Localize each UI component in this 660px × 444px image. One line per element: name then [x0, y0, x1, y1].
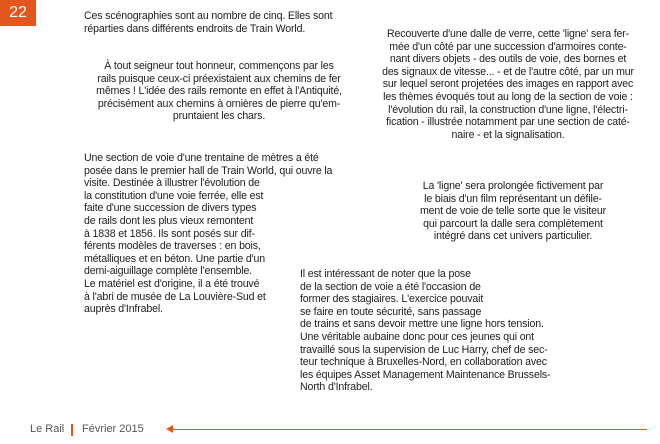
- left-paragraph-intro: Ces scénographies sont au nombre de cinq. Elles sont réparties dans différents endroits de Train World.: [84, 10, 333, 35]
- footer-rule: [172, 429, 647, 430]
- page-number: 22: [0, 0, 36, 26]
- right-paragraph-film: La 'ligne' sera prolongée fictivement par le biais d'un film représentant un défile- ment de voie de telle sorte que le visiteur qui parcourt la dalle sera complètement intégré dans cet univers particulier.: [419, 180, 607, 243]
- left-paragraph-track-section: Une section de voie d'une trentaine de mètres a été posée dans le premier hall de Train World, qui ouvre la visite. Destinée à illustrer l'évolution de la constitution d'une voie ferrée, elle est faite d'une succession de divers types de rails dont les plus vieux remontent à 1838 et 1856. Ils sont posés sur dif- férents modèles de traverses : en bois, métalliques et en béton. Une partie d'un demi-aiguillage complète l'ensemble. Le matériel est d'origine, il a été trouvé à l'abri de musée de La Louvière-Sud et auprès d'Infrabel.: [84, 152, 333, 316]
- magazine-name: Le Rail: [30, 423, 65, 435]
- left-paragraph-rails: À tout seigneur tout honneur, commençons par les rails puisque ceux-ci préexistaient aux chemins de fer mêmes ! L'idée des rails remonte en effet à l'Antiquité, précisément aux chemins à ornières de pierre qu'em- pruntaient les chars.: [96, 60, 342, 123]
- footer-separator-bar: [71, 424, 73, 436]
- page-footer: [0, 421, 660, 439]
- right-paragraph-glass-slab: Recouverte d'une dalle de verre, cette 'ligne' sera fer- mée d'un côté par une succession d'armoires conte- nant divers objets - des outils de voie, des bornes et des signaux de vitesse... - et de l'autre côté, par un mur sur lequel seront projetées des images en rapport avec les thèmes évoqués tout au long de la section de voie : l'évolution du rail, la construction d'une ligne, l'électri- fication - illustrée notamment par une section de caté- naire - et la signalisation.: [382, 28, 634, 141]
- right-paragraph-trainees: Il est intéressant de noter que la pose de la section de voie a été l'occasion de former des stagiaires. L'exercice pouvait se faire en toute sécurité, sans passage de trains et sans devoir mettre une ligne hors tension. Une véritable aubaine donc pour ces jeunes qui ont travaillé sous la supervision de Luc Harry, chef de sec- teur technique à Bruxelles-Nord, en collaboration avec les équipes Asset Management Maintenance Brussels- North d'Infrabel.: [300, 268, 551, 394]
- issue-date: Février 2015: [82, 423, 144, 435]
